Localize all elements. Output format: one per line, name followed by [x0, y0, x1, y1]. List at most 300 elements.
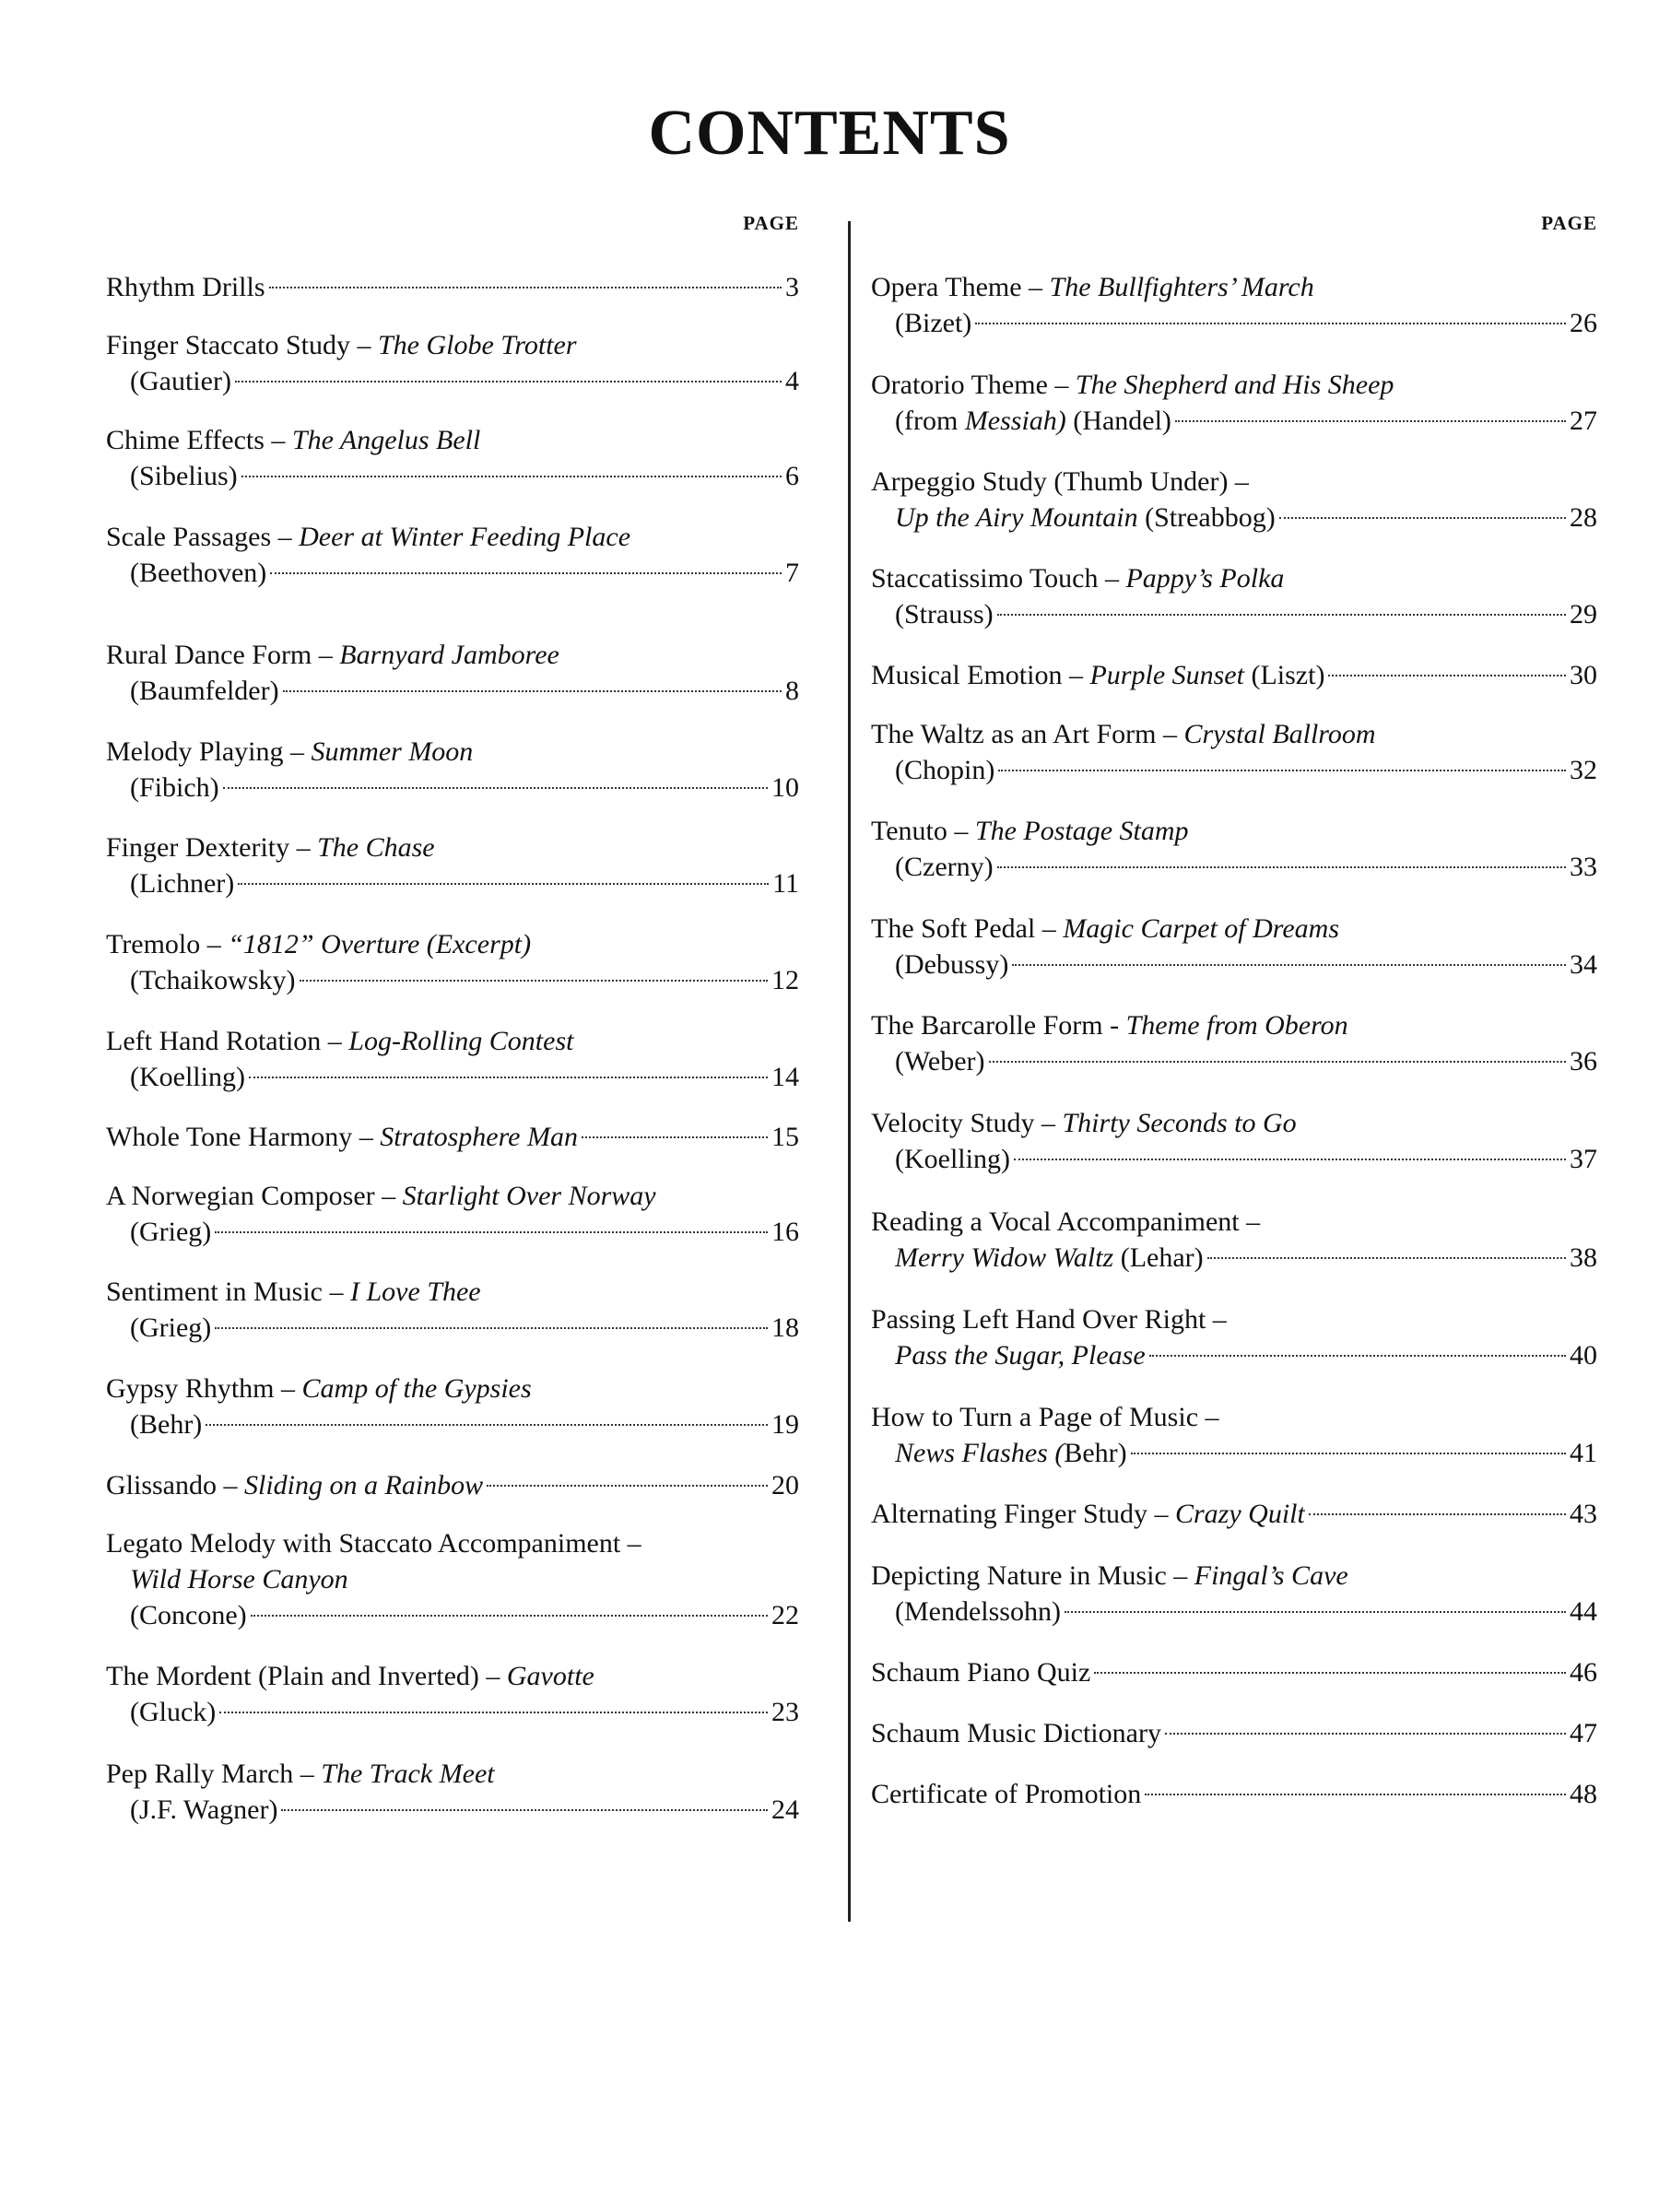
- toc-entry-line: [871, 1301, 1597, 1337]
- dot-leader: [997, 866, 1566, 868]
- column-divider: [848, 221, 851, 1922]
- toc-entry-line: [871, 1715, 1597, 1751]
- toc-entry-line: [106, 1756, 799, 1792]
- toc-entry-title: [106, 522, 630, 552]
- toc-topic-text: The Soft Pedal –: [871, 913, 1064, 944]
- toc-piece-title: Log-Rolling Contest: [348, 1026, 574, 1056]
- toc-entry-line: [106, 458, 799, 494]
- toc-piece-title: Camp of the Gypsies: [301, 1373, 532, 1404]
- page-number: 37: [1570, 1144, 1597, 1174]
- page-number: 18: [771, 1312, 799, 1343]
- toc-entry-title: [871, 1654, 1090, 1690]
- page-column-label: PAGE: [1541, 212, 1597, 234]
- toc-entry-title: [895, 1435, 1127, 1471]
- toc-topic-text: Velocity Study –: [871, 1108, 1063, 1138]
- toc-entry-line: [106, 1525, 799, 1561]
- toc-entry-title: [130, 363, 231, 399]
- toc-topic-text: Whole Tone Harmony –: [106, 1122, 381, 1152]
- toc-entry-line: [106, 1274, 799, 1310]
- toc-entry-line: [871, 1776, 1597, 1812]
- toc-entry-title: [871, 1560, 1348, 1591]
- toc-entry-line: [106, 1792, 799, 1828]
- toc-entry-line: [871, 1654, 1597, 1690]
- toc-entry: [106, 1467, 799, 1503]
- toc-entry-title: [871, 370, 1394, 400]
- toc-entry-line: [871, 1399, 1597, 1435]
- toc-topic-text: Depicting Nature in Music –: [871, 1560, 1194, 1591]
- toc-entry: [106, 422, 799, 494]
- toc-entry: [871, 1007, 1597, 1079]
- toc-topic-text: A Norwegian Composer –: [106, 1181, 403, 1211]
- toc-entry-title: [106, 1181, 656, 1211]
- toc-piece-title: The Angelus Bell: [291, 425, 481, 455]
- page-number: 14: [771, 1062, 799, 1092]
- page-number: 22: [771, 1600, 799, 1630]
- toc-topic-text: (Koelling): [130, 1062, 245, 1092]
- toc-topic-text: (Koelling): [895, 1144, 1010, 1174]
- dot-leader: [975, 323, 1566, 324]
- dot-leader: [215, 1231, 768, 1233]
- toc-topic-text: (Strauss): [895, 599, 994, 629]
- dot-leader: [1014, 1159, 1566, 1160]
- toc-entry: [106, 1274, 799, 1346]
- toc-topic-text: Gypsy Rhythm –: [106, 1373, 302, 1404]
- toc-topic-text: Schaum Piano Quiz: [871, 1657, 1091, 1688]
- toc-entry-line: [871, 911, 1597, 947]
- toc-entry-title: [871, 1776, 1141, 1812]
- toc-entry-line: [106, 770, 799, 806]
- page-number: 34: [1570, 949, 1597, 980]
- toc-topic-text: Rhythm Drills: [106, 272, 265, 302]
- toc-topic-text: (Gautier): [130, 366, 231, 396]
- page-number: 46: [1570, 1657, 1597, 1688]
- toc-entry-line: [106, 830, 799, 865]
- toc-piece-title: Wild Horse Canyon: [130, 1564, 348, 1594]
- toc-entry-title: [106, 1661, 594, 1691]
- toc-entry: [106, 327, 799, 399]
- toc-entry: [871, 1654, 1597, 1690]
- toc-topic-text: Finger Staccato Study –: [106, 330, 378, 360]
- toc-topic-text: Tremolo –: [106, 929, 229, 959]
- toc-entry: [871, 464, 1597, 535]
- toc-topic-text: Scale Passages –: [106, 522, 300, 552]
- toc-topic-text: Alternating Finger Study –: [871, 1499, 1175, 1529]
- dot-leader: [249, 1077, 768, 1078]
- toc-topic-text: Rural Dance Form –: [106, 640, 340, 670]
- page-number: 15: [771, 1122, 799, 1152]
- toc-entry-title: [895, 1240, 1204, 1276]
- toc-entry-title: [895, 1594, 1061, 1630]
- page-title: CONTENTS: [648, 98, 1011, 169]
- toc-entry-line: [106, 327, 799, 363]
- dot-leader: [215, 1327, 768, 1329]
- toc-entry-title: [106, 1026, 573, 1056]
- toc-piece-title: The Chase: [317, 832, 435, 863]
- dot-leader: [998, 770, 1566, 771]
- toc-piece-title: The Shepherd and His Sheep: [1075, 370, 1394, 400]
- toc-entry-title: [130, 962, 296, 998]
- toc-entry-line: [871, 1043, 1597, 1079]
- toc-topic-text: The Mordent (Plain and Inverted) –: [106, 1661, 507, 1691]
- dot-leader: [281, 1809, 768, 1811]
- page-number: 7: [785, 558, 799, 588]
- page-number: 3: [785, 272, 799, 302]
- dot-leader: [1279, 517, 1566, 519]
- toc-entry-title: [871, 1108, 1297, 1138]
- page-number: 20: [771, 1470, 799, 1500]
- dot-leader: [300, 980, 768, 982]
- toc-entry-title: [871, 1010, 1348, 1041]
- toc-piece-title: The Bullfighters’ March: [1049, 272, 1314, 302]
- toc-entry-title: [106, 640, 559, 670]
- toc-topic-text: (Baumfelder): [130, 676, 279, 706]
- dot-leader: [487, 1485, 768, 1487]
- toc-entry-title: [871, 1206, 1260, 1237]
- toc-entry-title: [130, 1310, 211, 1346]
- toc-entry-title: [871, 816, 1189, 846]
- toc-entry-line: [106, 673, 799, 709]
- toc-entry-line: [871, 813, 1597, 849]
- toc-entry: [106, 926, 799, 998]
- toc-piece-title: News Flashes (: [895, 1438, 1065, 1468]
- toc-topic-text: Staccatissimo Touch –: [871, 563, 1126, 594]
- toc-piece-title: Barnyard Jamboree: [339, 640, 559, 670]
- toc-entry-title: [871, 1496, 1305, 1532]
- toc-topic-text: (Lehar): [1113, 1242, 1204, 1273]
- dot-leader: [1094, 1672, 1566, 1674]
- toc-entry-line: [871, 1141, 1597, 1177]
- toc-entry-line: [106, 734, 799, 770]
- dot-leader: [1012, 964, 1566, 966]
- toc-entry: [106, 1119, 799, 1155]
- toc-entry: [871, 813, 1597, 885]
- dot-leader: [251, 1615, 768, 1617]
- toc-entry-line: [106, 1371, 799, 1406]
- toc-entry: [106, 734, 799, 806]
- toc-piece-title: Pass the Sugar, Please: [895, 1340, 1146, 1371]
- toc-entry-title: [871, 1715, 1161, 1751]
- toc-entry: [871, 367, 1597, 439]
- toc-topic-text: The Waltz as an Art Form –: [871, 719, 1184, 749]
- toc-topic-text: Legato Melody with Staccato Accompaniment –: [106, 1528, 641, 1559]
- toc-piece-title: I Love Thee: [350, 1277, 481, 1307]
- dot-leader: [1207, 1257, 1566, 1259]
- toc-entry-title: [871, 272, 1314, 302]
- page-number: 23: [771, 1697, 799, 1727]
- toc-entry-line: [106, 1406, 799, 1442]
- dot-leader: [1175, 420, 1566, 422]
- toc-entry-title: [871, 913, 1339, 944]
- dot-leader: [582, 1136, 768, 1138]
- contents-column-right: [871, 212, 1597, 1812]
- toc-piece-title: Messiah): [964, 406, 1066, 436]
- toc-entry-line: [106, 1597, 799, 1633]
- toc-piece-title: Crazy Quilt: [1174, 1499, 1305, 1529]
- page-number: 16: [771, 1217, 799, 1247]
- dot-leader: [235, 381, 782, 382]
- toc-topic-text: Sentiment in Music –: [106, 1277, 350, 1307]
- toc-topic-text: (Czerny): [895, 852, 994, 882]
- toc-entry-line: [871, 1204, 1597, 1240]
- toc-entry: [871, 716, 1597, 788]
- toc-topic-text: (Liszt): [1243, 660, 1325, 690]
- toc-piece-title: Up the Airy Mountain: [895, 502, 1138, 533]
- toc-topic-text: Melody Playing –: [106, 736, 312, 767]
- toc-entry-line: [871, 500, 1597, 535]
- dot-leader: [270, 572, 782, 574]
- page-number: 27: [1570, 406, 1597, 436]
- toc-entry: [106, 1525, 799, 1633]
- dot-leader: [241, 476, 782, 477]
- toc-topic-text: Pep Rally March –: [106, 1759, 322, 1789]
- toc-entry-line: [871, 1558, 1597, 1594]
- toc-entry-line: [106, 962, 799, 998]
- toc-piece-title: The Globe Trotter: [377, 330, 577, 360]
- entry-list: [871, 269, 1597, 1812]
- page-number: 41: [1570, 1438, 1597, 1468]
- toc-entry-title: [130, 673, 279, 709]
- toc-piece-title: “1812” Overture (Excerpt): [228, 929, 532, 959]
- toc-entry-line: [871, 464, 1597, 500]
- toc-entry-title: [130, 1597, 247, 1633]
- contents-column-left: [106, 212, 799, 1828]
- toc-entry-title: [130, 1694, 216, 1730]
- toc-entry-title: [106, 1528, 641, 1559]
- dot-leader: [997, 614, 1566, 616]
- toc-entry-title: [130, 865, 234, 901]
- toc-entry-line: [106, 637, 799, 673]
- toc-entry-line: [106, 1561, 799, 1597]
- toc-entry-line: [871, 849, 1597, 885]
- toc-topic-text: (Lichner): [130, 868, 235, 899]
- toc-entry-title: [106, 1467, 483, 1503]
- toc-topic-text: Oratorio Theme –: [871, 370, 1076, 400]
- toc-entry-title: [895, 1043, 985, 1079]
- toc-entry-line: [871, 657, 1597, 693]
- page-number: 24: [771, 1794, 799, 1825]
- toc-entry-title: [130, 458, 238, 494]
- toc-entry-line: [871, 947, 1597, 982]
- page-number: 26: [1570, 308, 1597, 338]
- toc-entry: [871, 657, 1597, 693]
- toc-entry-title: [106, 736, 473, 767]
- toc-entry-title: [871, 657, 1324, 693]
- page-column-label: PAGE: [743, 212, 799, 234]
- toc-entry-title: [871, 719, 1376, 749]
- page-number: 38: [1570, 1242, 1597, 1273]
- toc-topic-text: (Tchaikowsky): [130, 965, 296, 995]
- toc-piece-title: Stratosphere Man: [380, 1122, 578, 1152]
- toc-entry: [871, 1204, 1597, 1276]
- toc-topic-text: Certificate of Promotion: [871, 1779, 1142, 1809]
- toc-entry-title: [895, 596, 994, 632]
- dot-leader: [269, 287, 782, 288]
- page-number: 48: [1570, 1779, 1597, 1809]
- toc-entry-line: [106, 1310, 799, 1346]
- toc-entry: [871, 1105, 1597, 1177]
- toc-entry-line: [871, 1007, 1597, 1043]
- toc-topic-text: (Grieg): [130, 1312, 212, 1343]
- page-number: 29: [1570, 599, 1597, 629]
- toc-entry-line: [106, 1214, 799, 1250]
- toc-piece-title: Theme from Oberon: [1125, 1010, 1348, 1041]
- toc-entry-line: [106, 1467, 799, 1503]
- toc-entry-line: [106, 1658, 799, 1694]
- toc-entry: [106, 519, 799, 591]
- toc-entry: [871, 1715, 1597, 1751]
- toc-entry-line: [871, 403, 1597, 439]
- toc-entry-line: [871, 269, 1597, 305]
- dot-leader: [1065, 1611, 1566, 1613]
- toc-topic-text: Opera Theme –: [871, 272, 1050, 302]
- toc-topic-text: (Chopin): [895, 755, 995, 785]
- page-number: 11: [772, 868, 799, 899]
- toc-entry-title: [130, 555, 266, 591]
- dot-leader: [989, 1061, 1566, 1063]
- toc-topic-text: Left Hand Rotation –: [106, 1026, 349, 1056]
- toc-entry: [106, 1023, 799, 1095]
- toc-entry: [871, 1496, 1597, 1532]
- toc-piece-title: Fingal’s Cave: [1194, 1560, 1348, 1591]
- dot-leader: [1328, 675, 1566, 677]
- toc-entry-line: [871, 752, 1597, 788]
- toc-entry-title: [106, 330, 577, 360]
- dot-leader: [1145, 1794, 1566, 1795]
- dot-leader: [1131, 1453, 1566, 1454]
- toc-topic-text: (Debussy): [895, 949, 1009, 980]
- toc-topic-text: (Sibelius): [130, 461, 238, 491]
- toc-entry-title: [130, 1792, 277, 1828]
- toc-entry: [106, 637, 799, 709]
- toc-topic-text: Chime Effects –: [106, 425, 292, 455]
- dot-leader: [1309, 1513, 1566, 1515]
- toc-topic-text: Tenuto –: [871, 816, 975, 846]
- toc-topic-text: (Mendelssohn): [895, 1596, 1061, 1627]
- toc-topic-text: (Handel): [1065, 406, 1171, 436]
- toc-entry-line: [106, 865, 799, 901]
- page-number: 44: [1570, 1596, 1597, 1627]
- toc-entry-line: [871, 1594, 1597, 1630]
- toc-topic-text: (Fibich): [130, 772, 219, 803]
- toc-piece-title: Pappy’s Polka: [1125, 563, 1285, 594]
- toc-piece-title: Purple Sunset: [1089, 660, 1244, 690]
- toc-entry: [871, 560, 1597, 632]
- page-number: 28: [1570, 502, 1597, 533]
- page-number: 19: [771, 1409, 799, 1440]
- toc-entry-line: [871, 1496, 1597, 1532]
- toc-entry-line: [871, 367, 1597, 403]
- toc-entry-line: [106, 1059, 799, 1095]
- toc-entry-title: [106, 1277, 481, 1307]
- toc-piece-title: Summer Moon: [311, 736, 474, 767]
- toc-entry-line: [106, 555, 799, 591]
- toc-entry-line: [106, 1178, 799, 1214]
- toc-entry-line: [871, 305, 1597, 341]
- toc-piece-title: Gavotte: [506, 1661, 594, 1691]
- toc-entry: [871, 1558, 1597, 1630]
- toc-entry-title: [130, 770, 219, 806]
- toc-topic-text: (J.F. Wagner): [130, 1794, 278, 1825]
- toc-entry-line: [106, 1023, 799, 1059]
- toc-entry-title: [106, 269, 265, 305]
- toc-entry-line: [106, 926, 799, 962]
- toc-entry: [871, 1301, 1597, 1373]
- toc-entry-title: [130, 1564, 348, 1594]
- toc-entry-line: [106, 269, 799, 305]
- toc-entry-title: [895, 305, 971, 341]
- toc-entry: [871, 911, 1597, 982]
- toc-topic-text: (Concone): [130, 1600, 247, 1630]
- toc-topic-text: (Beethoven): [130, 558, 267, 588]
- toc-topic-text: Arpeggio Study (Thumb Under) –: [871, 466, 1249, 497]
- toc-topic-text: The Barcarolle Form -: [871, 1010, 1126, 1041]
- toc-entry-title: [895, 752, 994, 788]
- toc-topic-text: Reading a Vocal Accompaniment –: [871, 1206, 1261, 1237]
- page-number: 12: [771, 965, 799, 995]
- page-number: 43: [1570, 1499, 1597, 1529]
- toc-entry-line: [106, 363, 799, 399]
- toc-entry-title: [106, 1373, 532, 1404]
- toc-entry-title: [106, 425, 480, 455]
- toc-topic-text: Musical Emotion –: [871, 660, 1090, 690]
- toc-topic-text: (Behr): [130, 1409, 203, 1440]
- toc-entry: [871, 1776, 1597, 1812]
- page-number: 36: [1570, 1046, 1597, 1077]
- toc-entry: [106, 830, 799, 901]
- toc-entry-title: [871, 466, 1249, 497]
- toc-entry-title: [106, 832, 435, 863]
- toc-entry-line: [106, 1694, 799, 1730]
- toc-entry-line: [871, 560, 1597, 596]
- toc-topic-text: Finger Dexterity –: [106, 832, 318, 863]
- toc-piece-title: The Track Meet: [321, 1759, 495, 1789]
- toc-entry-title: [895, 403, 1171, 439]
- toc-piece-title: The Postage Stamp: [974, 816, 1189, 846]
- toc-entry-title: [130, 1406, 202, 1442]
- toc-topic-text: Schaum Music Dictionary: [871, 1718, 1161, 1748]
- toc-piece-title: Deer at Winter Feeding Place: [299, 522, 631, 552]
- dot-leader: [206, 1424, 768, 1426]
- page-number: 30: [1570, 660, 1597, 690]
- toc-topic-text: Passing Left Hand Over Right –: [871, 1304, 1227, 1335]
- toc-entry-line: [871, 1435, 1597, 1471]
- page-number: 4: [785, 366, 799, 396]
- toc-entry-line: [871, 1240, 1597, 1276]
- toc-entry-title: [130, 1214, 211, 1250]
- dot-leader: [219, 1712, 768, 1713]
- toc-topic-text: (from: [895, 406, 965, 436]
- toc-entry: [871, 1399, 1597, 1471]
- toc-entry-line: [871, 596, 1597, 632]
- toc-entry-line: [106, 519, 799, 555]
- dot-leader: [1165, 1733, 1566, 1735]
- page-number: 33: [1570, 852, 1597, 882]
- page-number: 10: [771, 772, 799, 803]
- entry-list: [106, 269, 799, 1828]
- toc-entry-title: [106, 1759, 495, 1789]
- toc-entry-title: [871, 1402, 1219, 1432]
- toc-piece-title: Sliding on a Rainbow: [244, 1470, 484, 1500]
- dot-leader: [223, 787, 768, 789]
- toc-piece-title: Thirty Seconds to Go: [1062, 1108, 1297, 1138]
- toc-entry-title: [106, 1119, 578, 1155]
- toc-topic-text: (Bizet): [895, 308, 972, 338]
- page-number: 47: [1570, 1718, 1597, 1748]
- toc-entry-title: [895, 1141, 1010, 1177]
- toc-entry-line: [871, 716, 1597, 752]
- toc-topic-text: (Weber): [895, 1046, 985, 1077]
- toc-piece-title: Starlight Over Norway: [402, 1181, 656, 1211]
